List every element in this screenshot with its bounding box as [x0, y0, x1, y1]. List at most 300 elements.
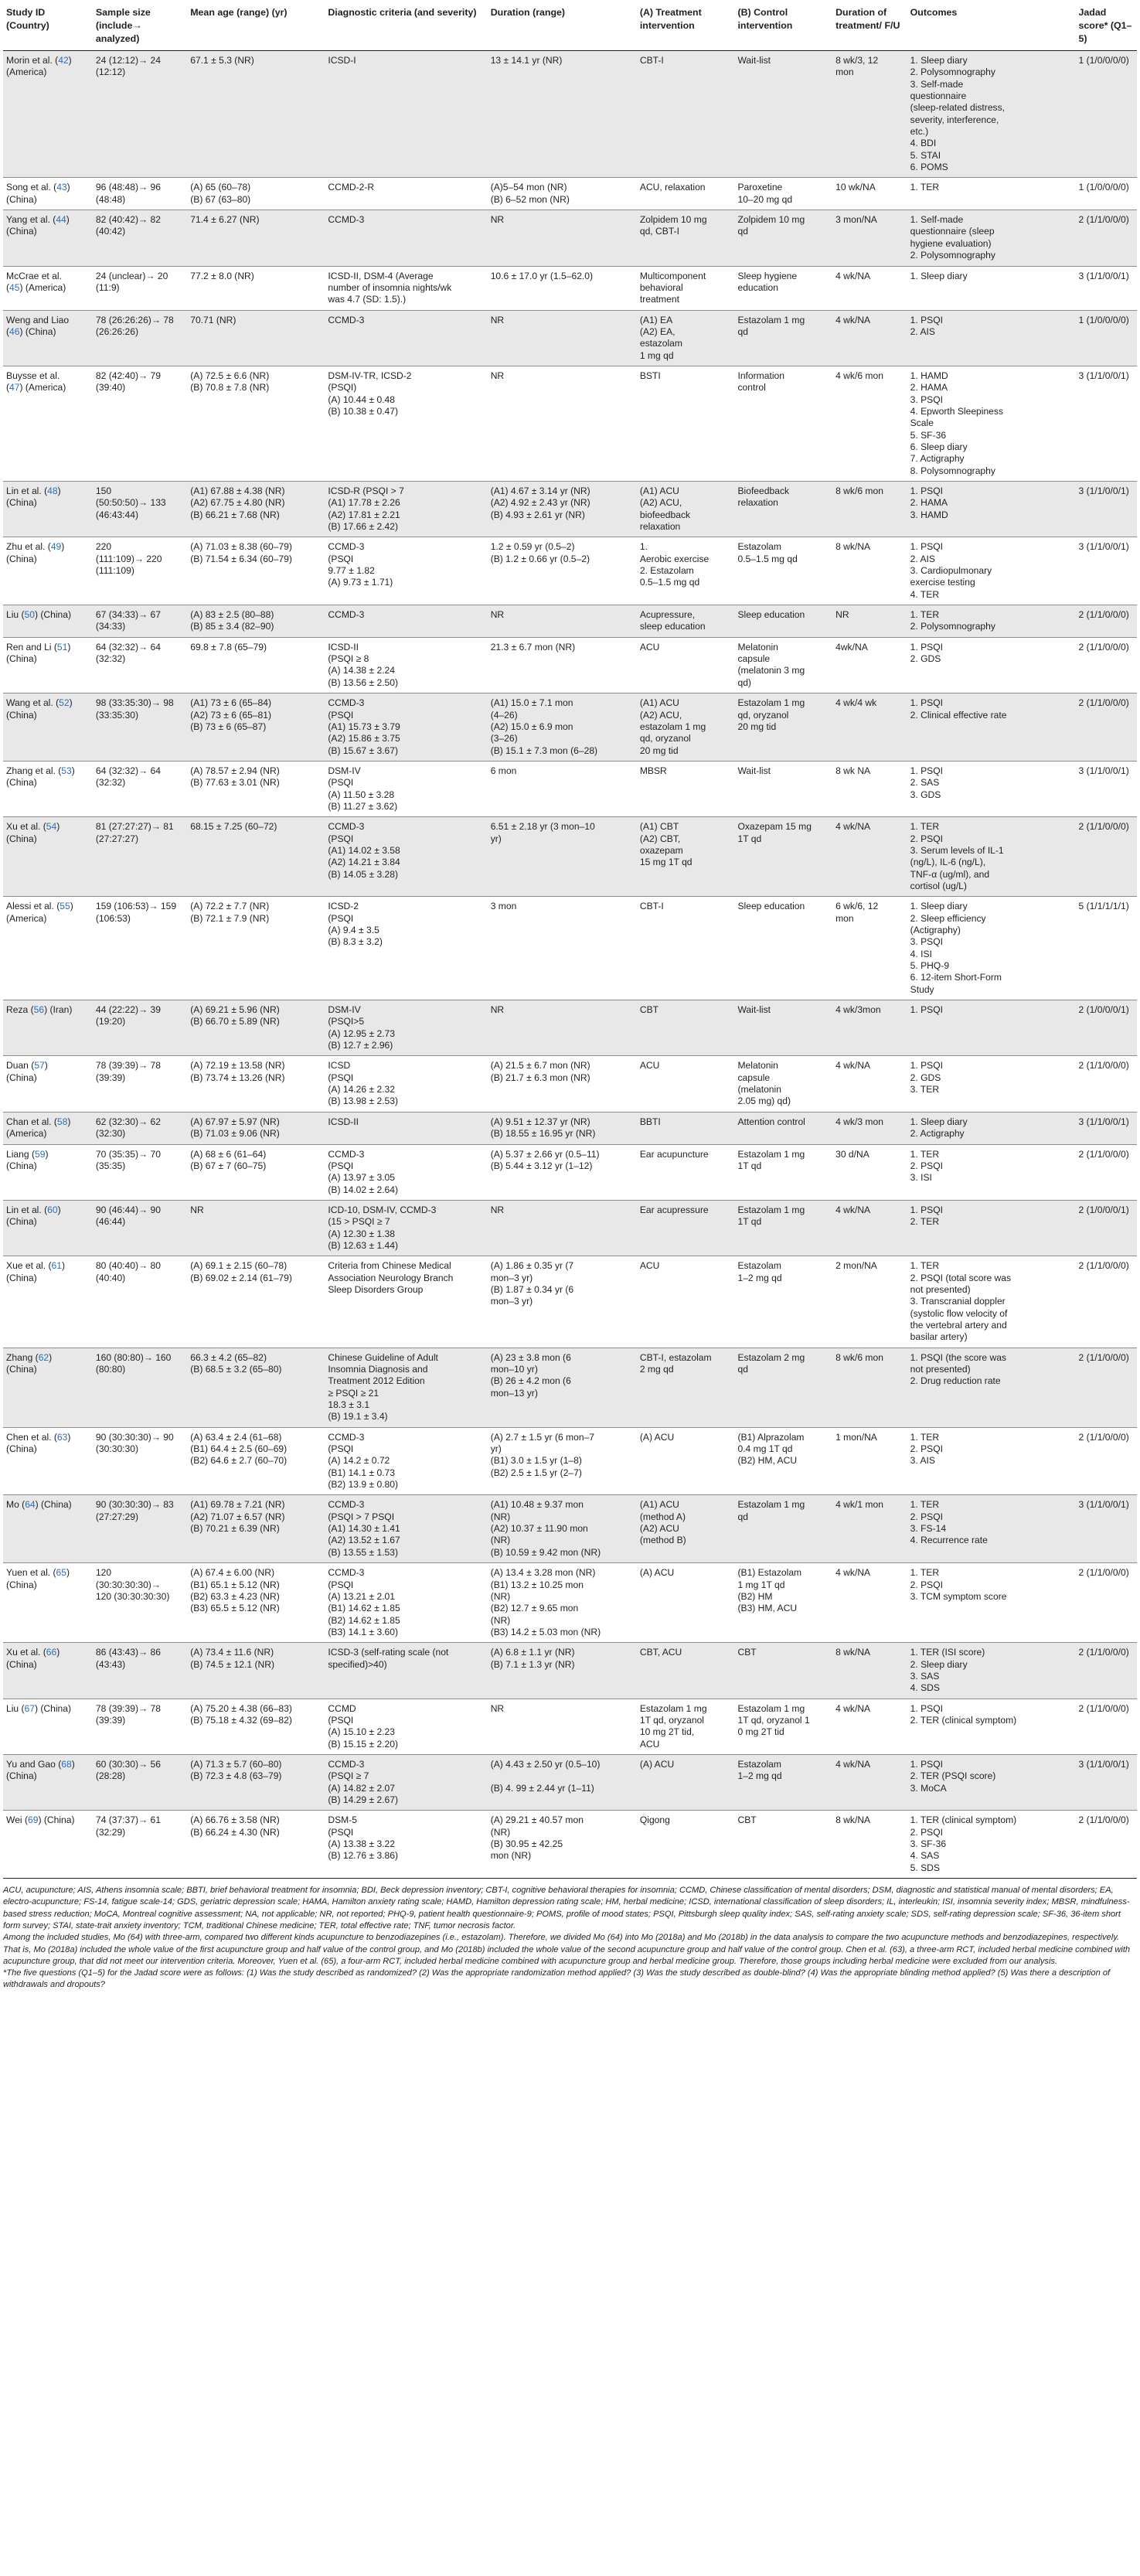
cell-line: CCMD: [328, 1702, 356, 1714]
cell-diagnostic-criteria: [325, 1427, 487, 1495]
cell-outcomes: [907, 310, 1076, 366]
cell-control: [734, 1495, 832, 1563]
cell-line: 4 wk/NA: [835, 1758, 871, 1770]
reference-link[interactable]: 51: [56, 641, 68, 653]
reference-link[interactable]: 46: [9, 325, 20, 337]
cell-line: (B) 11.27 ± 3.62): [328, 800, 398, 812]
cell-line: (A) 21.5 ± 6.7 mon (NR): [490, 1060, 590, 1072]
cell-diagnostic-criteria: [325, 1811, 487, 1879]
cell-line: 15 mg 1T qd: [639, 857, 693, 868]
cell-line: (A2) 15.0 ± 6.9 mon: [490, 721, 573, 732]
cell-line: (A2) 71.07 ± 6.57 (NR): [190, 1511, 285, 1522]
reference-link[interactable]: 47: [9, 382, 20, 394]
cell-outcomes: [907, 897, 1076, 1000]
cell-line: (A) 4.43 ± 2.50 yr (0.5–10): [490, 1758, 601, 1770]
cell-line: 1 mon/NA: [835, 1431, 877, 1443]
cell-line: CCMD-3: [328, 1567, 365, 1579]
cell-diagnostic-criteria: [325, 1200, 487, 1256]
cell-line: (B3) 14.2 ± 5.03 mon (NR): [490, 1626, 601, 1637]
cell-line: (America): [6, 66, 47, 78]
reference-link[interactable]: 43: [56, 182, 67, 193]
cell-line: (sleep-related distress,: [910, 102, 1006, 114]
cell-line: 2. SAS: [910, 777, 940, 789]
cell-line: Yuen et al. (65): [6, 1567, 70, 1579]
cell-line: (A) 72.5 ± 6.6 (NR): [190, 370, 270, 381]
cell-treatment-duration: [832, 1754, 907, 1810]
cell-line: (46:43:44): [95, 509, 139, 520]
cell-line: 3. Self-made: [910, 78, 964, 90]
cell-line: capsule: [737, 1072, 771, 1083]
cell-treatment: [637, 897, 735, 1000]
reference-link[interactable]: 42: [58, 55, 69, 66]
cell-sample-size: [93, 1000, 187, 1056]
reference-link[interactable]: 68: [61, 1758, 72, 1770]
cell-line: (32:32): [95, 653, 126, 665]
cell-line: qd, oryzanol: [639, 733, 691, 745]
cell-line: Estazolam 1 mg: [639, 1702, 707, 1714]
cell-line: (A1) ACU: [639, 697, 679, 709]
cell-mean-age: [187, 1699, 325, 1754]
cell-jadad-score: [1076, 310, 1137, 366]
cell-line: Wei (69) (China): [6, 1814, 75, 1826]
cell-line: (B2) 64.6 ± 2.7 (60–70): [190, 1455, 288, 1467]
cell-line: Biofeedback: [737, 486, 790, 496]
cell-line: 2. PSQI: [910, 1511, 944, 1522]
cell-sample-size: [93, 1754, 187, 1810]
footnote-paragraph: ACU, acupuncture; AIS, Athens insomnia scale; BBTI, brief behavioral treatment for insomnia; BDI, Beck depression inventory; CBT-I, cognitive behavioral therapies for insomnia; CCMD, Chinese classification of mental disorders; DSM, diagnostic and statistical manual of mental disorders; EA, electro-acupuncture; FS-14, fatigue scale-14; GDS, geriatric depression scale; HAMA, Hamilton anxiety rating scale; HAMD, Hamilton depression rating scale; HM, herbal medicine; ICSD, international classification of sleep disorders; IL, interleukin; ISI, insomnia severity index; MBSR, mindfulness-based stress reduction; MoCA, Montreal cognitive assessment; NA, not applicable; NR, not reported; PHQ-9, patient health questionnaire-9; POMS, profile of mood states; PSQI, Pittsburgh sleep quality index; SAS, self-rating anxiety scale; SDS, self-rating depression scale; SF-36, 36-item short form survey; STAI, state-trait anxiety inventory; TCM, traditional Chinese medicine; TER, total effective rate; TNF, tumor necrosis factor.: [3, 1886, 1130, 1930]
cell-line: not presented): [910, 1283, 971, 1295]
cell-line: (PSQI: [328, 1579, 354, 1590]
cell-line: ACU: [639, 1738, 660, 1750]
cell-line: (A1) 69.78 ± 7.21 (NR): [190, 1499, 285, 1511]
cell-line: 3. ISI: [910, 1172, 932, 1184]
table-row: [3, 761, 1137, 816]
cell-line: (A) 72.2 ± 7.7 (NR): [190, 901, 270, 912]
cell-diagnostic-criteria: [325, 605, 487, 638]
reference-link[interactable]: 59: [34, 1148, 46, 1160]
cell-line: 2. Actigraphy: [910, 1128, 965, 1140]
cell-line: (A2) ACU,: [639, 709, 682, 721]
cell-line: 3 (1/1/0/0/1): [1078, 370, 1129, 381]
cell-line: (A)5–54 mon (NR): [490, 182, 567, 193]
cell-line: 3. FS-14: [910, 1523, 947, 1535]
cell-jadad-score: [1076, 1643, 1137, 1699]
cell-treatment: [637, 1256, 735, 1348]
cell-diagnostic-criteria: [325, 1754, 487, 1810]
reference-link[interactable]: 57: [34, 1060, 45, 1072]
cell-duration: [488, 1563, 637, 1643]
cell-line: (melatonin: [737, 1084, 781, 1095]
cell-line: (A) 1.86 ± 0.35 yr (7: [490, 1260, 574, 1272]
cell-line: MBSR: [639, 765, 667, 776]
cell-outcomes: [907, 817, 1076, 897]
cell-line: (China): [6, 1770, 37, 1782]
cell-line: Alessi et al. (55): [6, 901, 73, 912]
cell-line: (26:26:26): [95, 325, 139, 337]
reference-link[interactable]: 54: [46, 821, 57, 833]
cell-line: (B) 14.02 ± 2.64): [328, 1184, 399, 1195]
cell-line: 78 (39:39)→ 78: [95, 1702, 161, 1714]
header-duration: Duration (range): [488, 2, 637, 51]
cell-sample-size: [93, 537, 187, 605]
cell-line: (A) 67.4 ± 6.00 (NR): [190, 1567, 275, 1579]
table-row: [3, 1112, 1137, 1144]
cell-jadad-score: [1076, 1056, 1137, 1112]
cell-line: (PSQI: [328, 1714, 354, 1726]
reference-link[interactable]: 65: [56, 1567, 66, 1579]
cell-line: 5. SDS: [910, 1862, 940, 1873]
cell-treatment: [637, 637, 735, 693]
cell-line: was 4.7 (SD: 1.5).): [328, 294, 407, 305]
cell-line: (A1) CBT: [639, 821, 679, 833]
cell-line: 70.71 (NR): [190, 314, 237, 325]
cell-line: Melatonin: [737, 641, 778, 653]
cell-line: 1. PSQI: [910, 1004, 944, 1016]
cell-line: (15 > PSQI ≥ 7: [328, 1216, 390, 1228]
cell-line: 2 (1/1/0/0/0): [1078, 1814, 1129, 1826]
cell-duration: [488, 1495, 637, 1563]
cell-line: 4 wk/NA: [835, 821, 871, 833]
table-row: [3, 1000, 1137, 1056]
cell-line: 4. BDI: [910, 138, 937, 149]
cell-line: (34:33): [95, 621, 126, 632]
cell-line: 8 wk/3, 12: [835, 55, 879, 66]
cell-line: 3 (1/1/0/0/1): [1078, 270, 1129, 281]
reference-link[interactable]: 64: [25, 1499, 36, 1511]
cell-control: [734, 266, 832, 310]
cell-outcomes: [907, 178, 1076, 210]
cell-study-id: [3, 210, 93, 266]
cell-line: (A) 14.2 ± 0.72: [328, 1455, 390, 1467]
cell-line: 1. PSQI: [910, 1060, 944, 1072]
cell-line: 78 (26:26:26)→ 78: [95, 314, 174, 325]
cell-treatment: [637, 310, 735, 366]
cell-line: questionnaire: [910, 90, 967, 102]
cell-line: 3. Serum levels of IL-1: [910, 844, 1004, 856]
cell-line: (A1) 14.30 ± 1.41: [328, 1523, 400, 1535]
cell-line: (B) 67 (63–80): [190, 193, 251, 205]
cell-line: DSM-5: [328, 1814, 357, 1826]
cell-line: 8 wk/6 mon: [835, 486, 883, 496]
cell-line: 1.: [639, 541, 648, 553]
cell-line: oxazepam: [639, 844, 683, 856]
cell-line: (PSQI>5: [328, 1016, 365, 1027]
cell-line: (China): [6, 1443, 37, 1455]
cell-treatment-duration: [832, 1699, 907, 1754]
cell-line: Estazolam 2 mg: [737, 1351, 805, 1363]
cell-line: 120 (30:30:30:30): [95, 1590, 170, 1602]
cell-line: (27:27:27): [95, 833, 139, 844]
cell-duration: [488, 1200, 637, 1256]
cell-line: (systolic flow velocity of: [910, 1307, 1008, 1319]
cell-line: NR: [190, 1204, 204, 1215]
cell-sample-size: [93, 1144, 187, 1200]
cell-sample-size: [93, 817, 187, 897]
cell-line: (A2) 67.75 ± 4.80 (NR): [190, 497, 285, 509]
cell-line: CCMD-3: [328, 541, 365, 553]
cell-line: (A) ACU: [639, 1758, 675, 1770]
cell-line: BSTI: [639, 370, 661, 381]
cell-sample-size: [93, 1563, 187, 1643]
cell-line: (China): [6, 226, 37, 237]
cell-line: the vertebral artery and: [910, 1319, 1007, 1331]
cell-mean-age: [187, 210, 325, 266]
cell-diagnostic-criteria: [325, 537, 487, 605]
cell-line: specified)>40): [328, 1658, 387, 1670]
cell-line: Chinese Guideline of Adult: [328, 1351, 438, 1363]
reference-link[interactable]: 56: [33, 1004, 45, 1016]
cell-line: 3. HAMD: [910, 509, 948, 520]
cell-line: (B) 12.63 ± 1.44): [328, 1239, 399, 1251]
cell-line: (B) 77.63 ± 3.01 (NR): [190, 777, 280, 789]
cell-control: [734, 1000, 832, 1056]
cell-line: 1. TER: [910, 182, 940, 193]
cell-line: (PSQI: [328, 709, 354, 721]
cell-diagnostic-criteria: [325, 1699, 487, 1754]
reference-link[interactable]: 66: [46, 1647, 57, 1658]
cell-treatment-duration: [832, 1056, 907, 1112]
cell-line: (China): [6, 1160, 37, 1171]
cell-line: 6 wk/6, 12: [835, 901, 879, 912]
cell-line: basilar artery): [910, 1331, 968, 1343]
cell-line: 2 (1/0/0/0/1): [1078, 1204, 1129, 1215]
cell-line: 20 mg tid: [737, 721, 777, 732]
cell-line: Oxazepam 15 mg: [737, 821, 812, 833]
cell-line: CBT-I, estazolam: [639, 1351, 712, 1363]
cell-line: number of insomnia nights/wk: [328, 281, 452, 293]
cell-treatment: [637, 1754, 735, 1810]
cell-line: (45) (America): [6, 281, 66, 293]
reference-link[interactable]: 49: [50, 541, 62, 553]
cell-line: 1. PSQI: [910, 541, 944, 553]
cell-line: 3 mon/NA: [835, 214, 877, 226]
cell-line: 3. TCM symptom score: [910, 1590, 1007, 1602]
cell-treatment: [637, 482, 735, 537]
cell-line: (America): [6, 1128, 47, 1140]
cell-treatment: [637, 210, 735, 266]
cell-line: control: [737, 382, 766, 394]
cell-line: (A) 66.76 ± 3.58 (NR): [190, 1814, 280, 1826]
cell-line: questionnaire (sleep: [910, 226, 995, 237]
reference-link[interactable]: 69: [28, 1814, 39, 1826]
cell-line: 0.4 mg 1T qd: [737, 1443, 793, 1455]
cell-line: (PSQI: [328, 1072, 354, 1083]
cell-line: 1. Self-made: [910, 214, 964, 226]
cell-line: 4. TER: [910, 588, 940, 600]
cell-duration: [488, 178, 637, 210]
cell-line: (B) 4.93 ± 2.61 yr (NR): [490, 509, 585, 520]
cell-line: (B) 17.66 ± 2.42): [328, 521, 399, 533]
cell-sample-size: [93, 605, 187, 638]
cell-treatment: [637, 1200, 735, 1256]
cell-line: Zolpidem 10 mg: [737, 214, 805, 226]
cell-line: 90 (46:44)→ 90: [95, 1204, 161, 1215]
cell-line: Wait-list: [737, 765, 771, 776]
cell-line: 98 (33:35:30)→ 98: [95, 697, 174, 709]
header-study-id: Study ID (Country): [3, 2, 93, 51]
cell-line: 1T qd, oryzanol: [639, 1714, 704, 1726]
cell-line: (35:35): [95, 1160, 126, 1171]
cell-sample-size: [93, 1699, 187, 1754]
cell-study-id: [3, 537, 93, 605]
cell-line: (PSQI ≥ 8: [328, 653, 369, 665]
cell-line: etc.): [910, 126, 929, 138]
cell-treatment-duration: [832, 761, 907, 816]
cell-line: 5. PHQ-9: [910, 960, 950, 972]
cell-line: Ear acupuncture: [639, 1148, 709, 1160]
cell-line: 1 mg qd: [639, 349, 674, 361]
cell-line: 0 mg 2T tid: [737, 1726, 784, 1738]
cell-study-id: [3, 897, 93, 1000]
cell-line: (B) 4. 99 ± 2.44 yr (1–11): [490, 1782, 594, 1794]
reference-link[interactable]: 45: [9, 281, 20, 293]
cell-line: (B1) 14.1 ± 0.73: [328, 1467, 395, 1478]
cell-line: behavioral: [639, 281, 683, 293]
reference-link[interactable]: 61: [51, 1260, 62, 1272]
cell-line: 62 (32:30)→ 62: [95, 1116, 161, 1127]
cell-duration: [488, 693, 637, 762]
cell-line: CBT-I: [639, 55, 664, 66]
cell-study-id: [3, 366, 93, 481]
cell-line: (B2) 12.7 ± 9.65 mon: [490, 1603, 579, 1614]
cell-line: 1 (1/0/0/0/0): [1078, 314, 1129, 325]
cell-line: (30:30:30): [95, 1443, 139, 1455]
cell-line: NR: [835, 609, 849, 621]
cell-line: (America): [6, 912, 47, 924]
cell-line: (111:109): [95, 565, 134, 577]
cell-line: 1. TER: [910, 1431, 940, 1443]
cell-sample-size: [93, 637, 187, 693]
header-control: (B) Control intervention: [734, 2, 832, 51]
reference-link[interactable]: 67: [24, 1702, 35, 1714]
cell-line: 2. AIS: [910, 325, 935, 337]
cell-line: 2. HAMA: [910, 497, 948, 509]
cell-line: Liu (50) (China): [6, 609, 72, 621]
cell-mean-age: [187, 1643, 325, 1699]
cell-mean-age: [187, 1754, 325, 1810]
reference-link[interactable]: 62: [38, 1351, 49, 1363]
cell-line: (B1) Estazolam: [737, 1567, 802, 1579]
reference-link[interactable]: 55: [60, 901, 70, 912]
cell-jadad-score: [1076, 537, 1137, 605]
cell-mean-age: [187, 1144, 325, 1200]
cell-duration: [488, 637, 637, 693]
cell-diagnostic-criteria: [325, 210, 487, 266]
cell-line: (39:39): [95, 1714, 126, 1726]
cell-line: 7. Actigraphy: [910, 453, 965, 465]
cell-line: mon: [835, 66, 854, 78]
cell-line: 3. Transcranial doppler: [910, 1296, 1006, 1307]
cell-line: 1. PSQI: [910, 1204, 944, 1215]
cell-diagnostic-criteria: [325, 310, 487, 366]
cell-line: 1. Sleep diary: [910, 55, 968, 66]
cell-line: (PSQI ≥ 7: [328, 1770, 369, 1782]
cell-line: 30 d/NA: [835, 1148, 869, 1160]
table-row: [3, 1643, 1137, 1699]
cell-line: 67.1 ± 5.3 (NR): [190, 55, 254, 66]
cell-line: DSM-IV-TR, ICSD-2: [328, 370, 412, 381]
table-row: [3, 1348, 1137, 1427]
cell-line: 6. POMS: [910, 162, 948, 173]
cell-line: Melatonin: [737, 1060, 778, 1072]
cell-line: ICSD-R (PSQI > 7: [328, 486, 404, 496]
cell-line: (A2) 14.21 ± 3.84: [328, 857, 400, 868]
cell-line: (A) 73.4 ± 11.6 (NR): [190, 1647, 274, 1658]
cell-line: (A) 11.50 ± 3.28: [328, 789, 395, 800]
cell-line: (A1) 17.78 ± 2.26: [328, 497, 400, 509]
cell-line: 6. Sleep diary: [910, 441, 968, 452]
reference-link[interactable]: 48: [47, 486, 58, 496]
cell-jadad-score: [1076, 1200, 1137, 1256]
cell-line: 1 mg 1T qd: [737, 1579, 785, 1590]
cell-line: 0.5–1.5 mg qd: [639, 577, 700, 588]
cell-line: (A2) EA,: [639, 325, 675, 337]
cell-treatment-duration: [832, 1427, 907, 1495]
cell-mean-age: [187, 266, 325, 310]
cell-line: capsule: [737, 653, 771, 665]
cell-duration: [488, 1056, 637, 1112]
cell-line: Estazolam: [737, 541, 781, 553]
cell-line: (NR): [490, 1535, 511, 1546]
header-treatment: (A) Treatment intervention: [637, 2, 735, 51]
footnote-paragraph: *The five questions (Q1–5) for the Jadad score were as follows: (1) Was the study described as randomized? (2) Was the appropriate randomization method applied? (3) Was the study described as double-blind? (4) Was the appropriate blinding method applied? (5) Was there a description of withdrawals and dropouts?: [3, 1968, 1111, 1990]
cell-line: 96 (48:48)→ 96: [95, 182, 161, 193]
reference-link[interactable]: 50: [24, 609, 35, 621]
reference-link[interactable]: 53: [61, 765, 72, 776]
table-row: [3, 817, 1137, 897]
cell-line: Sleep education: [737, 609, 805, 621]
cell-line: 8 wk/NA: [835, 1814, 871, 1826]
cell-line: 0.5–1.5 mg qd: [737, 553, 798, 564]
cell-line: 1. TER: [910, 1499, 940, 1511]
reference-link[interactable]: 60: [47, 1204, 58, 1215]
cell-line: 90 (30:30:30)→ 90: [95, 1431, 174, 1443]
cell-line: (B) 67 ± 7 (60–75): [190, 1160, 267, 1171]
cell-line: 2. TER (PSQI score): [910, 1770, 996, 1782]
cell-line: (A) 5.37 ± 2.66 yr (0.5–11): [490, 1148, 600, 1160]
cell-line: Treatment 2012 Edition: [328, 1375, 425, 1387]
cell-line: (A) 65 (60–78): [190, 182, 251, 193]
cell-sample-size: [93, 897, 187, 1000]
cell-line: (32:29): [95, 1826, 126, 1838]
cell-study-id: [3, 761, 93, 816]
cell-line: (A2) 15.86 ± 3.75: [328, 733, 400, 745]
cell-control: [734, 1112, 832, 1144]
cell-line: (A1) EA: [639, 314, 673, 325]
reference-link[interactable]: 63: [56, 1431, 68, 1443]
cell-diagnostic-criteria: [325, 1643, 487, 1699]
reference-link[interactable]: 52: [59, 697, 70, 709]
cell-line: 4. SAS: [910, 1850, 940, 1862]
cell-line: 5 (1/1/1/1/1): [1078, 901, 1129, 912]
cell-study-id: [3, 605, 93, 638]
reference-link[interactable]: 58: [56, 1116, 68, 1127]
cell-line: 3 (1/1/0/0/1): [1078, 1758, 1129, 1770]
reference-link[interactable]: 44: [56, 214, 66, 226]
cell-treatment: [637, 178, 735, 210]
cell-jadad-score: [1076, 817, 1137, 897]
cell-line: (A) 13.4 ± 3.28 mon (NR): [490, 1567, 596, 1579]
cell-line: (A2) ACU: [639, 1523, 679, 1535]
cell-line: qd: [737, 325, 748, 337]
cell-line: (B3) 14.1 ± 3.60): [328, 1626, 399, 1637]
cell-line: 4 wk/NA: [835, 1567, 871, 1579]
cell-line: Criteria from Chinese Medical: [328, 1260, 451, 1272]
cell-diagnostic-criteria: [325, 637, 487, 693]
cell-jadad-score: [1076, 1811, 1137, 1879]
cell-line: NR: [490, 314, 505, 325]
cell-treatment-duration: [832, 1256, 907, 1348]
